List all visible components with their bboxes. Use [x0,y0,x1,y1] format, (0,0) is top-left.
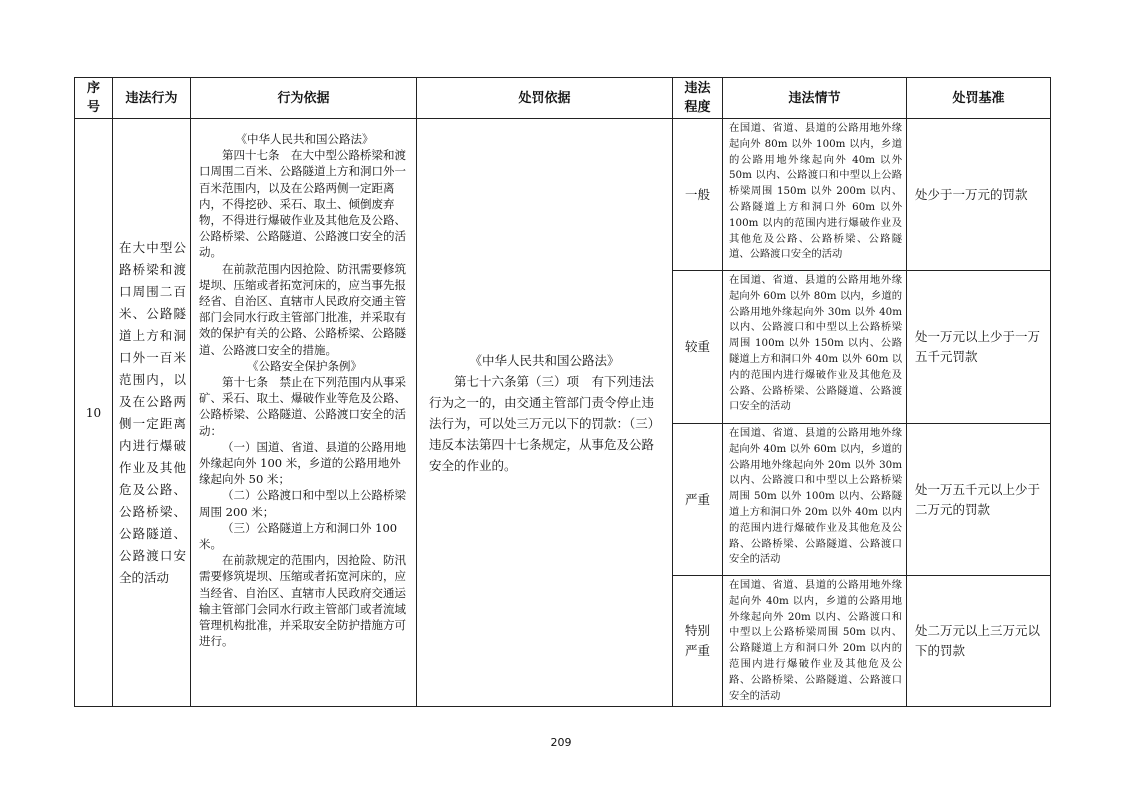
level-standard: 处二万元以上三万元以下的罚款 [907,576,1051,707]
law-clause: 第十七条 禁止在下列范围内从事采矿、采石、取土、爆破作业等危及公路、公路桥梁、公路隧道、公路渡口安全的活动： [199,375,406,438]
level-circumstance: 在国道、省道、县道的公路用地外缘起向外 40m 以内，乡道的公路用地外缘起向外 20m 以内、公路渡口和中型以上公路桥梁周围 50m 以内、公路隧道上方和洞口外 20m 以内的范围内进行爆破作业及其他危及公路、公路桥梁、公路隧道、公路渡口安全的活动 [723,576,907,707]
header-penalty-basis: 处罚依据 [417,78,673,119]
header-circumstance: 违法情节 [723,78,907,119]
header-act-basis: 行为依据 [191,78,417,119]
law-clause: （二）公路渡口和中型以上公路桥梁周围 200 米； [199,488,406,519]
law-clause: 在前款范围内因抢险、防汛需要修筑堤坝、压缩或者拓宽河床的，应当事先报经省、自治区、直辖市人民政府交通主管部门会同水行政主管部门批准，并采取有效的保护有关的公路、公路桥梁、公路隧道、公路渡口安全的措施。 [199,261,406,357]
law-clause: 第七十六条第（三）项 有下列违法行为之一的，由交通主管部门责令停止违法行为，可以处三万元以下的罚款：（三）违反本法第四十七条规定，从事危及公路安全的作业的。 [429,373,655,473]
penalty-basis-text [429,350,660,476]
row-seq: 10 [75,119,113,707]
header-behavior: 违法行为 [113,78,191,119]
level-standard: 处一万五千元以上少于二万元的罚款 [907,424,1051,576]
level-standard: 处一万元以上少于一万五千元罚款 [907,271,1051,424]
table-row [75,119,1051,271]
level-degree: 严重 [673,424,723,576]
law-clause: （三）公路隧道上方和洞口外 100 米。 [199,520,401,552]
level-degree: 较重 [673,271,723,424]
law-clause: （一）国道、省道、县道的公路用地外缘起向外 100 米，乡道的公路用地外缘起向外 50 米； [199,439,406,487]
row-penalty-basis [417,119,673,707]
level-degree: 一般 [673,119,723,271]
law-clause: 第四十七条 在大中型公路桥梁和渡口周围二百米、公路隧道上方和洞口外一百米范围内，以及在公路两侧一定距离内，不得挖砂、采石、取土、倾倒废弃物，不得进行爆破作业及其他危及公路、公路桥梁、公路隧道、公路渡口安全的活动。 [199,148,406,260]
law-title: 《中华人民共和国公路法》 [469,352,620,368]
page-number: 209 [550,736,572,749]
law-clause: 在前款规定的范围内，因抢险、防汛需要修筑堤坝、压缩或者拓宽河床的，应当经省、自治区、直辖市人民政府交通运输主管部门会同水行政主管部门或者流域管理机构批准，并采取安全防护措施方可进行。 [199,553,406,649]
header-degree: 违法程度 [673,78,723,119]
law-title: 《公路安全保护条例》 [247,358,362,373]
level-degree: 特别严重 [673,576,723,707]
row-behavior: 在大中型公路桥梁和渡口周围二百米、公路隧道上方和洞口外一百米范围内，以及在公路两侧一定距离内进行爆破作业及其他危及公路、公路桥梁、公路隧道、公路渡口安全的活动 [113,119,191,707]
penalty-standard-table [74,77,1051,707]
header-seq: 序号 [75,78,113,119]
law-title: 《中华人民共和国公路法》 [235,132,374,146]
level-circumstance: 在国道、省道、县道的公路用地外缘起向外 60m 以外 80m 以内，乡道的公路用地外缘起向外 30m 以外 40m 以内、公路渡口和中型以上公路桥梁周围 100m 以外 150m 以内、公路隧道上方和洞口外 40m 以外 60m 以内的范围内进行爆破作业及其他危及公路、公路桥梁、公路隧道、公路渡口安全的活动 [723,271,907,424]
level-circumstance: 在国道、省道、县道的公路用地外缘起向外 80m 以外 100m 以内，乡道的公路用地外缘起向外 40m 以外 50m 以内、公路渡口和中型以上公路桥梁周围 150m 以外 200m 以内、公路隧道上方和洞口外 60m 以外 100m 以内的范围内进行爆破作业及其他危及公路、公路桥梁、公路隧道、公路渡口安全的活动 [723,119,907,271]
header-row [75,78,1051,119]
level-circumstance: 在国道、省道、县道的公路用地外缘起向外 40m 以外 60m 以内，乡道的公路用地外缘起向外 20m 以外 30m 以内、公路渡口和中型以上公路桥梁周围 50m 以外 100m 以内、公路隧道上方和洞口外 20m 以外 40m 以内的范围内进行爆破作业及其他危及公路、公路桥梁、公路隧道、公路渡口安全的活动 [723,424,907,576]
row-act-basis [191,119,417,707]
act-basis-text [199,131,410,650]
header-standard: 处罚基准 [907,78,1051,119]
level-standard: 处少于一万元的罚款 [907,119,1051,271]
